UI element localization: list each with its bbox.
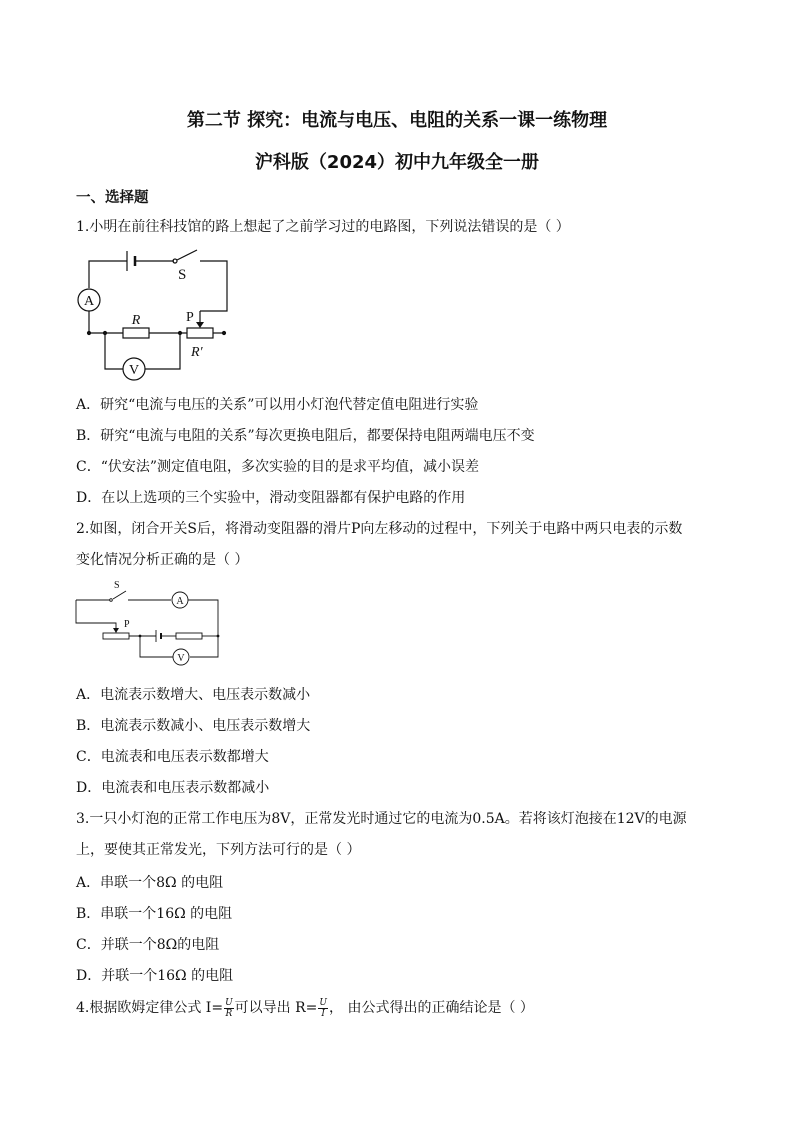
voltmeter-label-2: V	[177, 653, 185, 664]
resistor-label: R	[131, 313, 141, 328]
ammeter-label: A	[83, 294, 95, 309]
question-1-option-a: A．研究“电流与电压的关系”可以用小灯泡代替定值电阻进行实验	[76, 397, 479, 413]
fraction-denominator: I	[321, 1008, 325, 1019]
question-3-stem-line1: 3.一只小灯泡的正常工作电压为8V，正常发光时通过它的电流为0.5A。若将该灯泡接在12V的电源	[76, 811, 687, 827]
question-4-text-2: 可以导出 R=	[234, 1000, 318, 1016]
fraction-numerator: U	[319, 997, 327, 1008]
question-3-option-c: C．并联一个8Ω的电阻	[76, 937, 220, 953]
question-2-option-b: B．电流表示数减小、电压表示数增大	[76, 718, 311, 734]
ammeter-label-2: A	[176, 596, 184, 607]
page-title: 第二节 探究：电流与电压、电阻的关系一课一练物理	[186, 110, 608, 131]
question-3-stem-line2: 上，要使其正常发光，下列方法可行的是（ ）	[76, 842, 361, 858]
switch-label: S	[178, 267, 187, 283]
page-subtitle: 沪科版（2024）初中九年级全一册	[254, 152, 540, 173]
question-1-option-c: C．“伏安法”测定值电阻，多次实验的目的是求平均值，减小误差	[76, 459, 480, 475]
formula-fraction-u-over-r	[224, 998, 234, 1019]
question-2-stem-line1: 2.如图，闭合开关S后，将滑动变阻器的滑片P向左移动的过程中，下列关于电路中两只电表的示数	[76, 521, 683, 537]
question-4-stem	[76, 997, 534, 1019]
question-3-option-a: A．串联一个8Ω 的电阻	[76, 875, 224, 891]
question-1-option-b: B．研究“电流与电阻的关系”每次更换电阻后，都要保持电阻两端电压不变	[76, 428, 535, 444]
fraction-numerator: U	[225, 997, 233, 1008]
question-4-text-1: 4.根据欧姆定律公式 I=	[76, 1000, 224, 1016]
slider-label: P	[186, 310, 194, 325]
question-4-text-3: ， 由公式得出的正确结论是（ ）	[329, 1000, 534, 1016]
circuit-diagram-2	[76, 578, 226, 670]
voltmeter-label: V	[128, 363, 140, 378]
section-heading: 一、选择题	[76, 190, 149, 206]
question-3-option-d: D．并联一个16Ω 的电阻	[76, 968, 234, 984]
question-2-stem-line2: 变化情况分析正确的是（ ）	[76, 552, 249, 568]
question-1-option-d: D．在以上选项的三个实验中，滑动变阻器都有保护电路的作用	[76, 490, 466, 506]
question-1-stem: 1.小明在前往科技馆的路上想起了之前学习过的电路图，下列说法错误的是（ ）	[76, 219, 570, 235]
question-2-option-c: C．电流表和电压表示数都增大	[76, 749, 269, 765]
formula-fraction-u-over-i	[318, 998, 328, 1019]
circuit-diagram-1	[78, 248, 238, 384]
rheostat-label: R′	[191, 345, 203, 360]
slider-label-2: P	[124, 619, 130, 630]
question-2-option-d: D．电流表和电压表示数都减小	[76, 780, 270, 796]
question-3-option-b: B．串联一个16Ω 的电阻	[76, 906, 233, 922]
switch-label-2: S	[114, 580, 120, 591]
fraction-denominator: R	[225, 1008, 233, 1019]
question-2-option-a: A．电流表示数增大、电压表示数减小	[76, 687, 311, 703]
